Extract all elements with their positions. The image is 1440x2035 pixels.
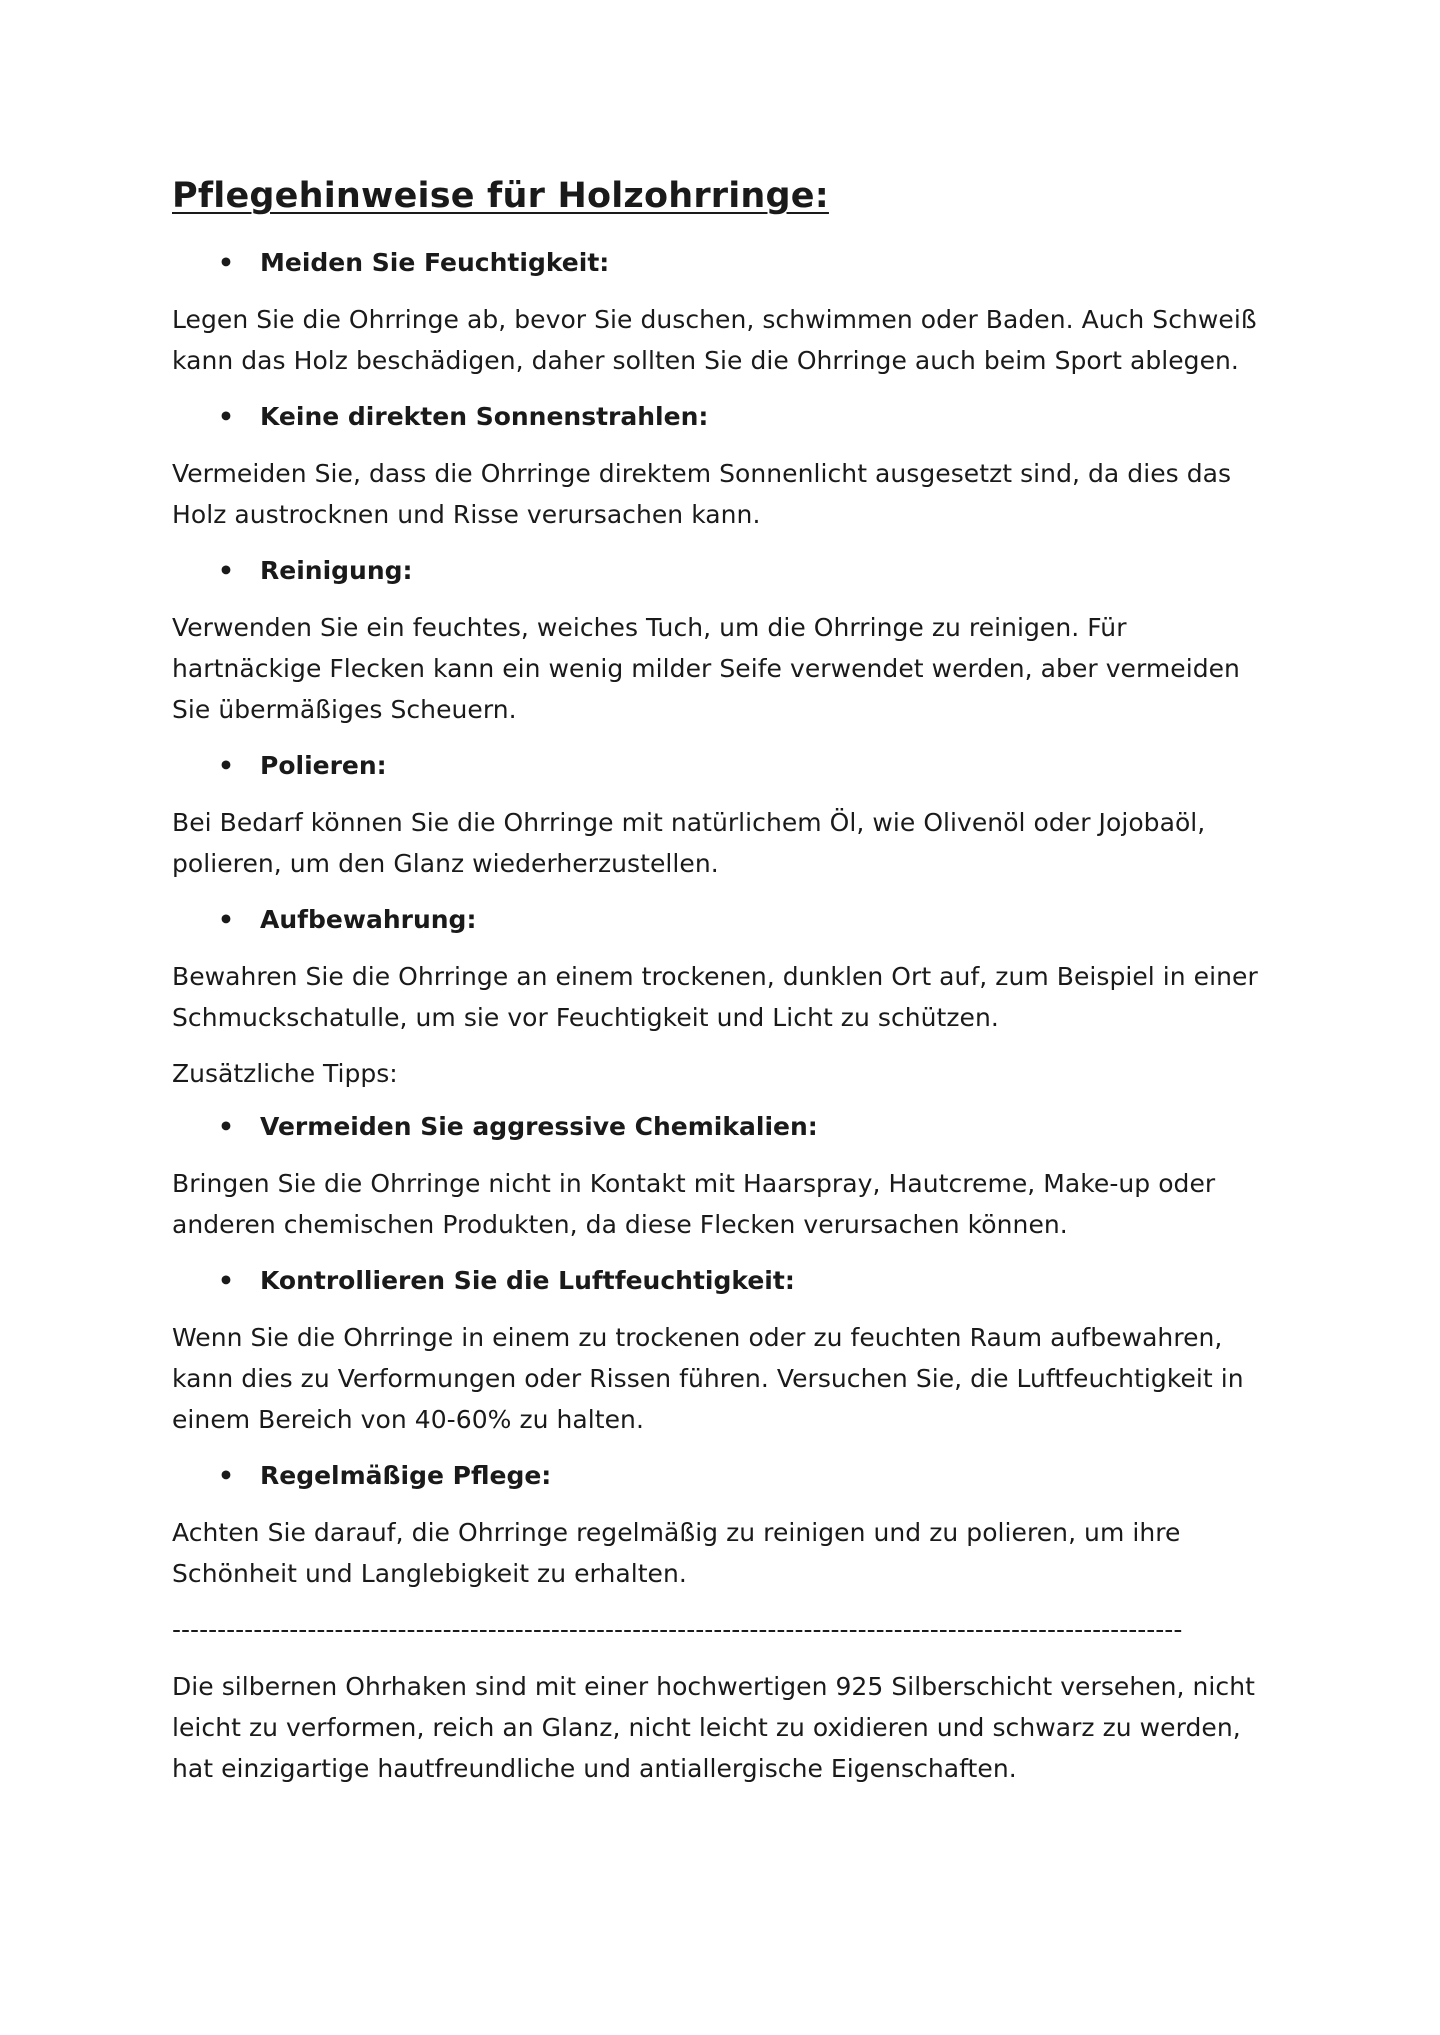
section-paragraph: Bringen Sie die Ohrringe nicht in Kontakt mit Haarspray, Hautcreme, Make-up oder anderen chemischen Produkten, da diese Flecken verursachen können. xyxy=(172,1169,1216,1239)
section-heading xyxy=(172,1264,1282,1298)
section-heading xyxy=(172,1459,1282,1493)
bullet-icon: • xyxy=(218,1461,234,1490)
section-heading xyxy=(172,1110,1282,1144)
document-content xyxy=(172,172,1282,1808)
section-heading-text: Keine direkten Sonnenstrahlen: xyxy=(260,402,709,431)
section-paragraph: Achten Sie darauf, die Ohrringe regelmäßig zu reinigen und zu polieren, um ihre Schönheit und Langlebigkeit zu erhalten. xyxy=(172,1518,1181,1588)
section-paragraph: Wenn Sie die Ohrringe in einem zu trockenen oder zu feuchten Raum aufbewahren, kann dies zu Verformungen oder Rissen führen. Versuchen Sie, die Luftfeuchtigkeit in einem Bereich von 40-60% zu halten. xyxy=(172,1323,1244,1434)
section-heading-text: Kontrollieren Sie die Luftfeuchtigkeit: xyxy=(260,1266,795,1295)
bullet-icon: • xyxy=(218,905,234,934)
extra-tips-label: Zusätzliche Tipps: xyxy=(172,1059,398,1088)
bullet-icon: • xyxy=(218,556,234,585)
section-paragraph: Bei Bedarf können Sie die Ohrringe mit natürlichem Öl, wie Olivenöl oder Jojobaöl, polieren, um den Glanz wiederherzustellen. xyxy=(172,808,1206,878)
section-heading-text: Aufbewahrung: xyxy=(260,905,477,934)
section-paragraph: Bewahren Sie die Ohrringe an einem trockenen, dunklen Ort auf, zum Beispiel in einer Schmuckschatulle, um sie vor Feuchtigkeit und Licht zu schützen. xyxy=(172,962,1258,1032)
section-heading xyxy=(172,554,1282,588)
section-heading-text: Polieren: xyxy=(260,751,387,780)
section-heading xyxy=(172,903,1282,937)
section-heading-text: Meiden Sie Feuchtigkeit: xyxy=(260,248,610,277)
section-heading xyxy=(172,400,1282,434)
section-heading xyxy=(172,246,1282,280)
bullet-icon: • xyxy=(218,248,234,277)
section-paragraph: Legen Sie die Ohrringe ab, bevor Sie duschen, schwimmen oder Baden. Auch Schweiß kann das Holz beschädigen, daher sollten Sie die Ohrringe auch beim Sport ablegen. xyxy=(172,305,1257,375)
section-heading xyxy=(172,749,1282,783)
footer-paragraph: Die silbernen Ohrhaken sind mit einer hochwertigen 925 Silberschicht versehen, nicht leicht zu verformen, reich an Glanz, nicht leicht zu oxidieren und schwarz zu werden, hat einzigartige hautfreundliche und antiallergische Eigenschaften. xyxy=(172,1672,1255,1783)
dashed-divider: ---------------------------------------------------------------------------------------------------------------- xyxy=(172,1615,1183,1644)
section-paragraph: Verwenden Sie ein feuchtes, weiches Tuch, um die Ohrringe zu reinigen. Für hartnäckige Flecken kann ein wenig milder Seife verwendet werden, aber vermeiden Sie übermäßiges Scheuern. xyxy=(172,613,1240,724)
page-title: Pflegehinweise für Holzohrringe: xyxy=(172,176,829,216)
bullet-icon: • xyxy=(218,1112,234,1141)
bullet-icon: • xyxy=(218,402,234,431)
section-heading-text: Vermeiden Sie aggressive Chemikalien: xyxy=(260,1112,818,1141)
section-heading-text: Regelmäßige Pflege: xyxy=(260,1461,552,1490)
section-paragraph: Vermeiden Sie, dass die Ohrringe direktem Sonnenlicht ausgesetzt sind, da dies das Holz austrocknen und Risse verursachen kann. xyxy=(172,459,1232,529)
section-heading-text: Reinigung: xyxy=(260,556,413,585)
bullet-icon: • xyxy=(218,1266,234,1295)
bullet-icon: • xyxy=(218,751,234,780)
